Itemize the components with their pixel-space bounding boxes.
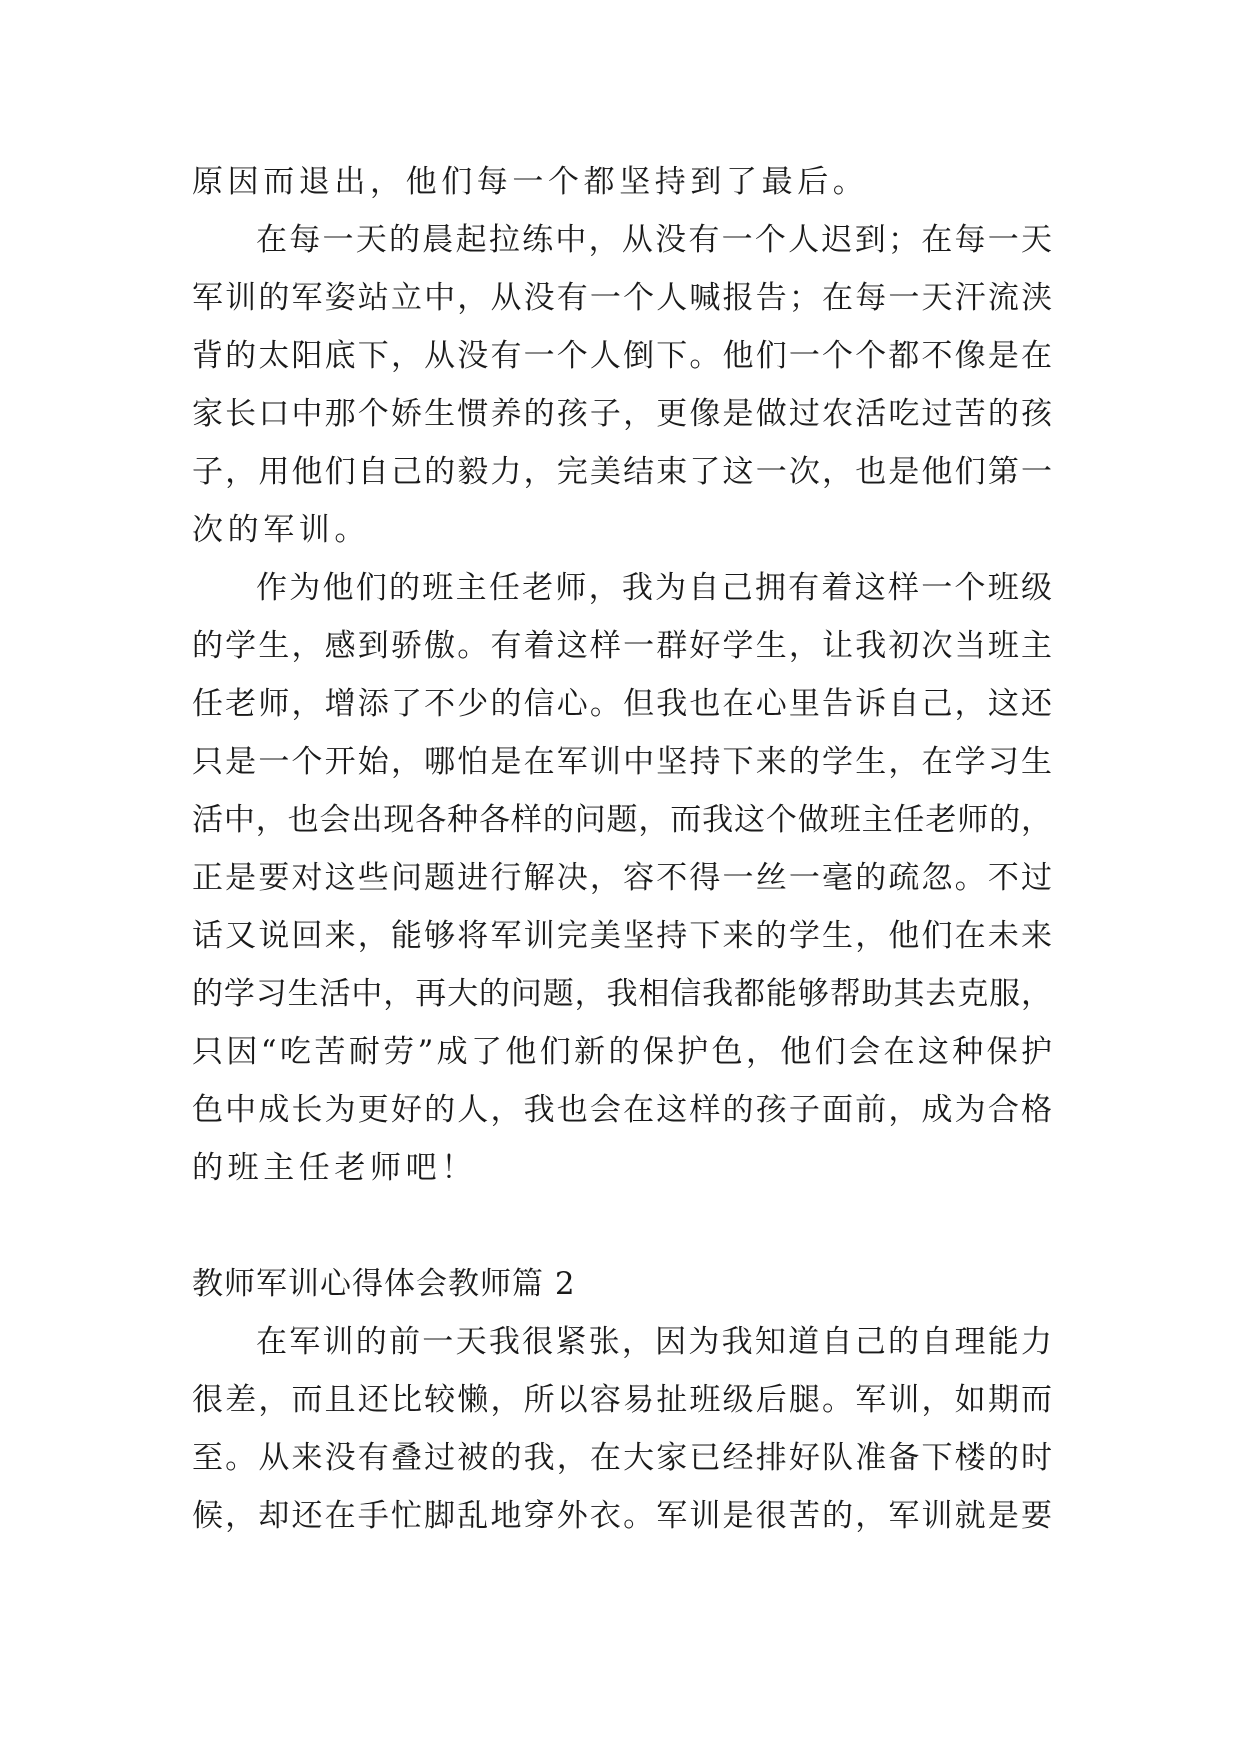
paragraph-line: 活中，也会出现各种各样的问题，而我这个做班主任老师的， — [192, 802, 1052, 838]
paragraph-line: 在军训的前一天我很紧张，因为我知道自己的自理能力 — [256, 1324, 1052, 1360]
paragraph-line: 的学习生活中，再大的问题，我相信我都能够帮助其去克服， — [192, 976, 1052, 1012]
paragraph-line: 正是要对这些问题进行解决，容不得一丝一毫的疏忽。不过 — [192, 860, 1052, 896]
paragraph-line: 次的军训。 — [192, 512, 370, 548]
paragraph-line: 色中成长为更好的人，我也会在这样的孩子面前，成为合格 — [192, 1092, 1052, 1128]
paragraph-line: 军训的军姿站立中，从没有一个人喊报告；在每一天汗流浃 — [192, 280, 1052, 316]
paragraph-line: 只因“吃苦耐劳”成了他们新的保护色，他们会在这种保护 — [192, 1034, 1052, 1070]
paragraph-line: 原因而退出，他们每一个都坚持到了最后。 — [192, 164, 869, 200]
paragraph-line: 背的太阳底下，从没有一个人倒下。他们一个个都不像是在 — [192, 338, 1052, 374]
paragraph-line: 话又说回来，能够将军训完美坚持下来的学生，他们在未来 — [192, 918, 1052, 954]
paragraph-line: 很差，而且还比较懒，所以容易扯班级后腿。军训，如期而 — [192, 1382, 1052, 1418]
paragraph-line: 家长口中那个娇生惯养的孩子，更像是做过农活吃过苦的孩 — [192, 396, 1052, 432]
paragraph-line: 的班主任老师吧！ — [192, 1150, 477, 1186]
paragraph-line: 的学生，感到骄傲。有着这样一群好学生，让我初次当班主 — [192, 628, 1052, 664]
paragraph-line: 候，却还在手忙脚乱地穿外衣。军训是很苦的，军训就是要 — [192, 1498, 1052, 1534]
section-heading: 教师军训心得体会教师篇 2 — [192, 1266, 576, 1302]
paragraph-line: 至。从来没有叠过被的我，在大家已经排好队准备下楼的时 — [192, 1440, 1052, 1476]
paragraph-line: 在每一天的晨起拉练中，从没有一个人迟到；在每一天 — [256, 222, 1052, 258]
paragraph-line: 子，用他们自己的毅力，完美结束了这一次，也是他们第一 — [192, 454, 1052, 490]
paragraph-line: 任老师，增添了不少的信心。但我也在心里告诉自己，这还 — [192, 686, 1052, 722]
paragraph-line: 作为他们的班主任老师，我为自己拥有着这样一个班级 — [256, 570, 1052, 606]
paragraph-line: 只是一个开始，哪怕是在军训中坚持下来的学生，在学习生 — [192, 744, 1052, 780]
